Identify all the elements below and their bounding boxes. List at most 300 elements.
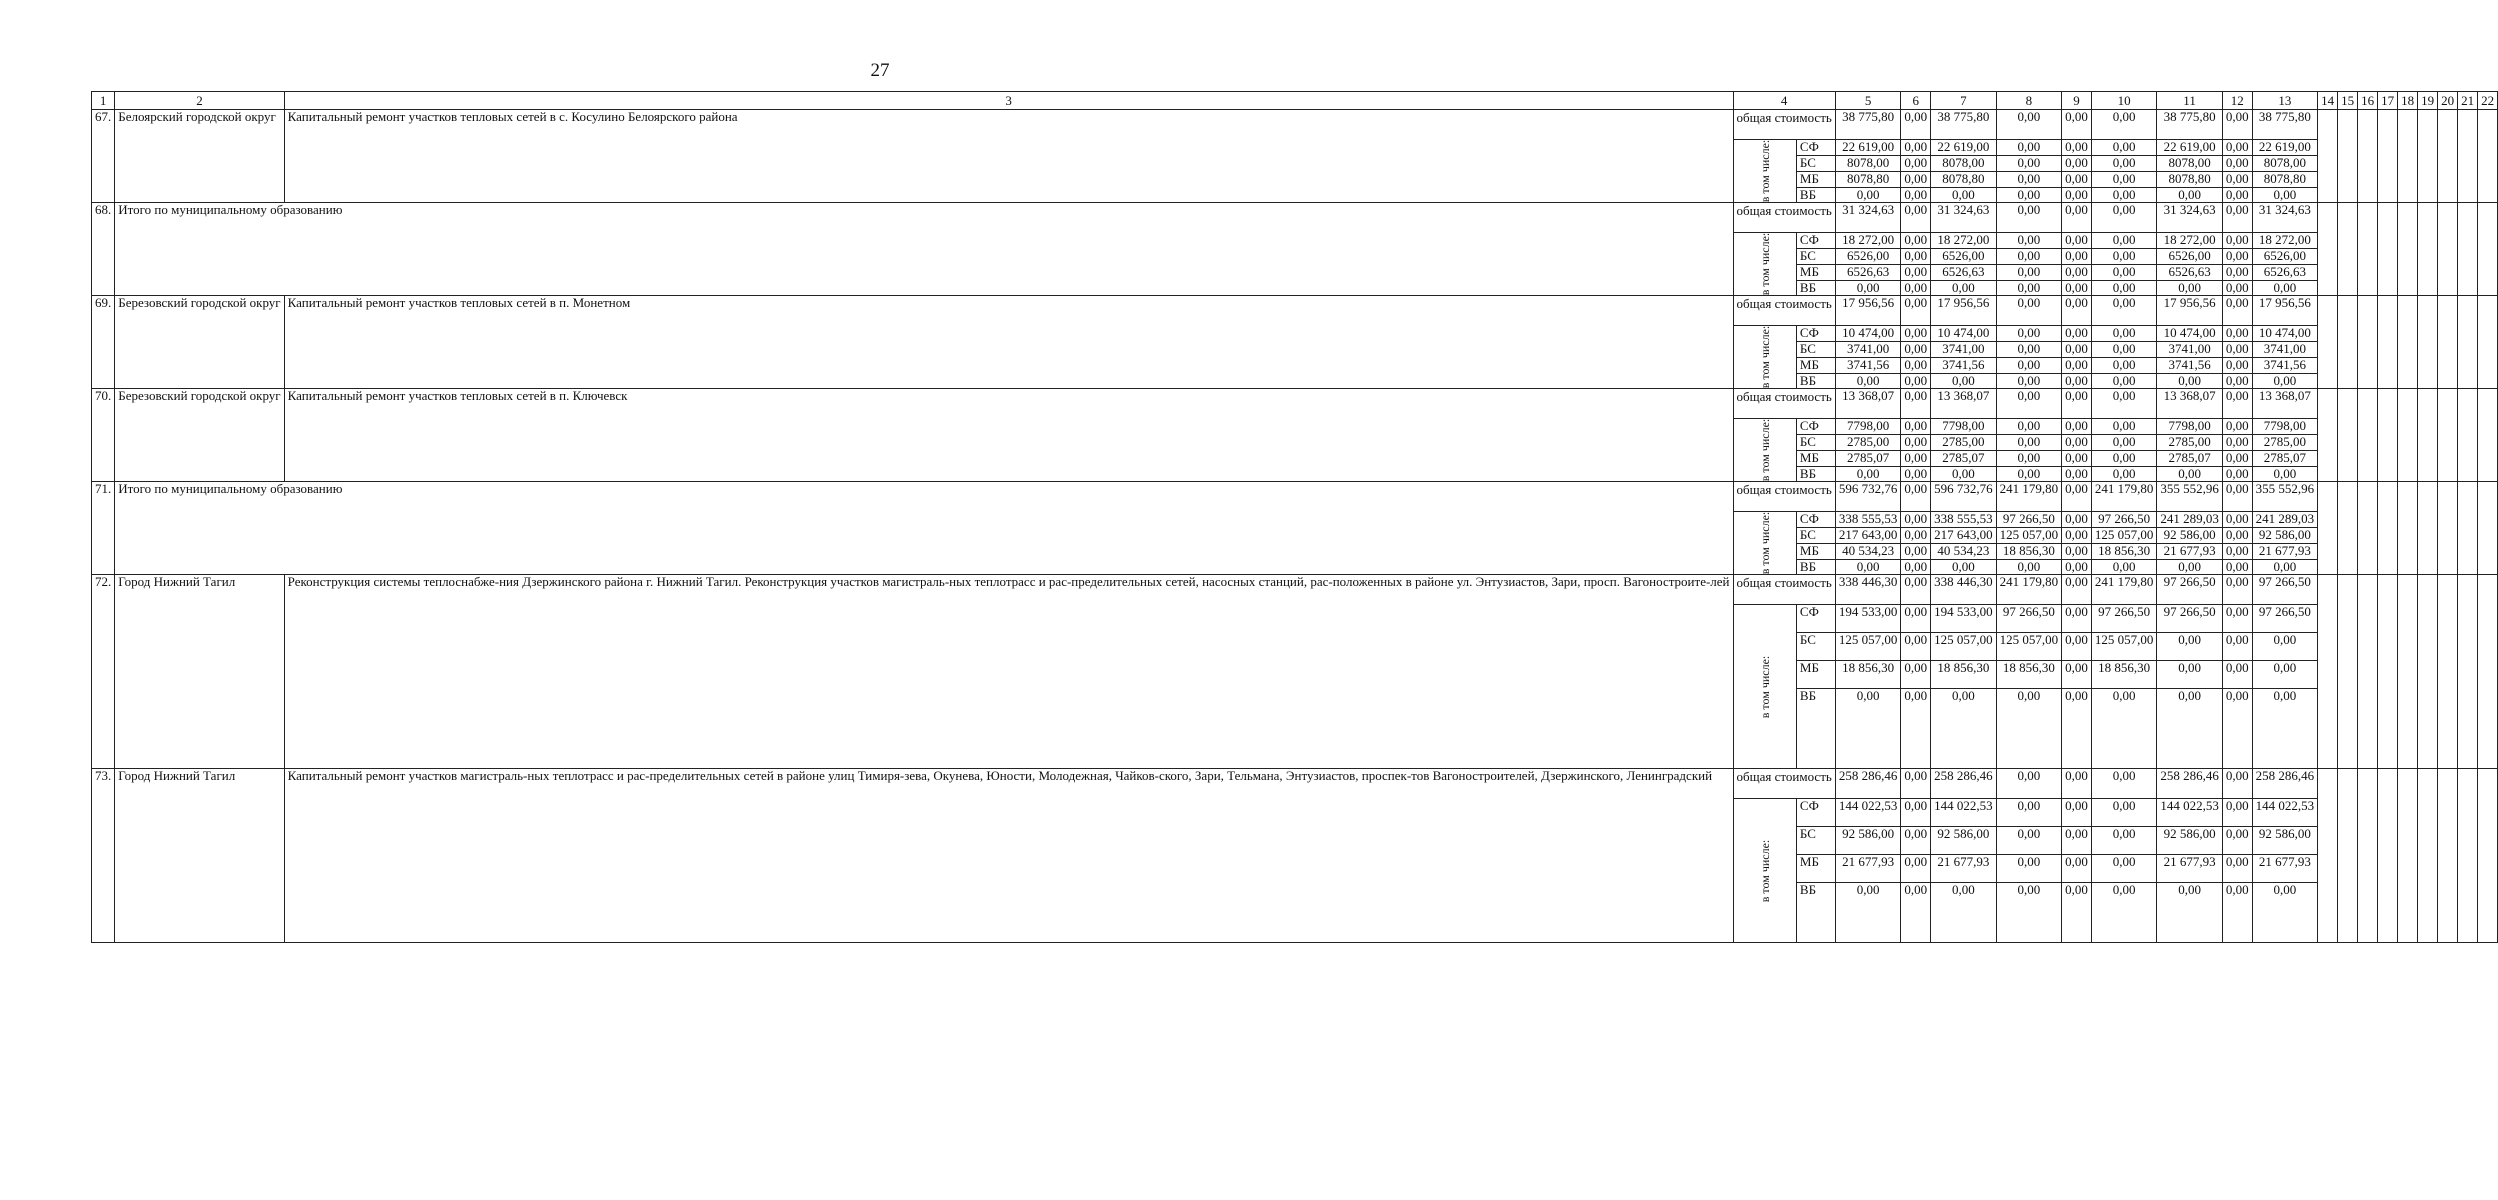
empty-cell <box>2358 389 2378 482</box>
sf-value: 97 266,50 <box>1996 512 2062 528</box>
total-cost-label: общая стоимость <box>1733 769 1835 799</box>
vb-value: 0,00 <box>1835 689 1901 769</box>
sf-value: 241 289,03 <box>2157 512 2223 528</box>
column-header: 12 <box>2222 92 2252 110</box>
sf-value: 0,00 <box>2222 799 2252 827</box>
sf-value: 0,00 <box>1996 419 2062 435</box>
total-value: 38 775,80 <box>1931 110 1997 140</box>
bs-value: 92 586,00 <box>2252 528 2318 544</box>
vb-value: 0,00 <box>1901 467 1931 482</box>
fund-source-sf: СФ <box>1796 512 1835 528</box>
sf-value: 22 619,00 <box>2252 140 2318 156</box>
bs-value: 0,00 <box>1901 342 1931 358</box>
sf-value: 0,00 <box>2222 140 2252 156</box>
total-value: 0,00 <box>1996 203 2062 233</box>
vb-value: 0,00 <box>2222 467 2252 482</box>
column-header: 14 <box>2318 92 2338 110</box>
bs-value: 0,00 <box>2222 342 2252 358</box>
bs-value: 3741,00 <box>1835 342 1901 358</box>
vb-value: 0,00 <box>1835 560 1901 575</box>
vb-value: 0,00 <box>2062 374 2092 389</box>
empty-cell <box>2358 203 2378 296</box>
mb-value: 0,00 <box>2062 451 2092 467</box>
total-value: 241 179,80 <box>2091 482 2157 512</box>
sf-value: 97 266,50 <box>1996 605 2062 633</box>
total-cost-label: общая стоимость <box>1733 389 1835 419</box>
empty-cell <box>2338 482 2358 575</box>
empty-cell <box>2458 575 2478 769</box>
bs-value: 6526,00 <box>2252 249 2318 265</box>
fund-source-mb: МБ <box>1796 172 1835 188</box>
bs-value: 0,00 <box>1996 342 2062 358</box>
empty-cell <box>2398 110 2418 203</box>
municipality-name: Березовский городской округ <box>115 296 284 389</box>
mb-value: 2785,07 <box>1835 451 1901 467</box>
mb-value: 0,00 <box>2222 172 2252 188</box>
bs-value: 6526,00 <box>1931 249 1997 265</box>
including-label <box>1733 512 1796 575</box>
mb-value: 0,00 <box>2062 855 2092 883</box>
vb-value: 0,00 <box>2062 281 2092 296</box>
sf-value: 0,00 <box>2062 799 2092 827</box>
mb-value: 2785,07 <box>2252 451 2318 467</box>
bs-value: 2785,00 <box>2157 435 2223 451</box>
vb-value: 0,00 <box>1996 883 2062 943</box>
sf-value: 0,00 <box>2091 419 2157 435</box>
total-value: 31 324,63 <box>1931 203 1997 233</box>
sf-value: 0,00 <box>2062 605 2092 633</box>
column-header: 3 <box>284 92 1733 110</box>
mb-value: 18 856,30 <box>1996 661 2062 689</box>
mb-value: 0,00 <box>2062 172 2092 188</box>
sf-value: 18 272,00 <box>1931 233 1997 249</box>
total-value: 0,00 <box>2062 296 2092 326</box>
mb-value: 6526,63 <box>1931 265 1997 281</box>
sf-value: 10 474,00 <box>1835 326 1901 342</box>
empty-cell <box>2478 296 2498 389</box>
total-value: 0,00 <box>1996 110 2062 140</box>
bs-value: 0,00 <box>2091 435 2157 451</box>
bs-value: 92 586,00 <box>2157 528 2223 544</box>
mb-value: 21 677,93 <box>2157 855 2223 883</box>
sf-value: 0,00 <box>2091 799 2157 827</box>
total-value: 0,00 <box>1901 482 1931 512</box>
fund-source-sf: СФ <box>1796 419 1835 435</box>
sf-value: 22 619,00 <box>2157 140 2223 156</box>
empty-cell <box>2378 575 2398 769</box>
empty-cell <box>2398 769 2418 943</box>
fund-source-bs: БС <box>1796 633 1835 661</box>
mb-value: 0,00 <box>1996 172 2062 188</box>
empty-cell <box>2398 482 2418 575</box>
bs-value: 0,00 <box>2062 827 2092 855</box>
vb-value: 0,00 <box>1996 188 2062 203</box>
bs-value: 8078,00 <box>1835 156 1901 172</box>
sf-value: 144 022,53 <box>2252 799 2318 827</box>
fund-source-mb: МБ <box>1796 265 1835 281</box>
vb-value: 0,00 <box>2091 188 2157 203</box>
sf-value: 144 022,53 <box>1931 799 1997 827</box>
empty-cell <box>2438 482 2458 575</box>
mb-value: 0,00 <box>2062 265 2092 281</box>
column-header: 22 <box>2478 92 2498 110</box>
vb-value: 0,00 <box>2252 374 2318 389</box>
empty-cell <box>2438 203 2458 296</box>
total-value: 0,00 <box>1901 110 1931 140</box>
vb-value: 0,00 <box>2091 467 2157 482</box>
column-header: 2 <box>115 92 284 110</box>
vb-value: 0,00 <box>2222 883 2252 943</box>
bs-value: 125 057,00 <box>1835 633 1901 661</box>
empty-cell <box>2358 110 2378 203</box>
total-cost-label: общая стоимость <box>1733 482 1835 512</box>
sf-value: 0,00 <box>1901 140 1931 156</box>
vb-value: 0,00 <box>1996 560 2062 575</box>
empty-cell <box>2478 389 2498 482</box>
mb-value: 0,00 <box>2091 265 2157 281</box>
sf-value: 144 022,53 <box>2157 799 2223 827</box>
vb-value: 0,00 <box>2062 689 2092 769</box>
empty-cell <box>2338 296 2358 389</box>
total-value: 0,00 <box>2222 389 2252 419</box>
including-text: в том числе: <box>1757 655 1772 718</box>
vb-value: 0,00 <box>2222 374 2252 389</box>
empty-cell <box>2478 203 2498 296</box>
bs-value: 2785,00 <box>1835 435 1901 451</box>
municipality-total-label: Итого по муниципальному образованию <box>115 203 1733 296</box>
column-header: 8 <box>1996 92 2062 110</box>
vb-value: 0,00 <box>2222 560 2252 575</box>
mb-value: 21 677,93 <box>1835 855 1901 883</box>
total-value: 0,00 <box>2062 389 2092 419</box>
mb-value: 0,00 <box>2222 544 2252 560</box>
sf-value: 7798,00 <box>1931 419 1997 435</box>
bs-value: 125 057,00 <box>1996 528 2062 544</box>
bs-value: 3741,00 <box>2252 342 2318 358</box>
vb-value: 0,00 <box>2157 883 2223 943</box>
empty-cell <box>2478 110 2498 203</box>
total-value: 0,00 <box>2062 482 2092 512</box>
header-row <box>92 92 2498 110</box>
fund-source-sf: СФ <box>1796 799 1835 827</box>
vb-value: 0,00 <box>1931 883 1997 943</box>
vb-value: 0,00 <box>1835 188 1901 203</box>
bs-value: 92 586,00 <box>1835 827 1901 855</box>
sf-value: 7798,00 <box>2252 419 2318 435</box>
column-header: 16 <box>2358 92 2378 110</box>
vb-value: 0,00 <box>2062 883 2092 943</box>
total-value: 0,00 <box>1996 769 2062 799</box>
total-value: 17 956,56 <box>2252 296 2318 326</box>
vb-value: 0,00 <box>2222 281 2252 296</box>
bs-value: 0,00 <box>2222 435 2252 451</box>
mb-value: 18 856,30 <box>1835 661 1901 689</box>
mb-value: 0,00 <box>1901 172 1931 188</box>
sf-value: 18 272,00 <box>2252 233 2318 249</box>
sf-value: 0,00 <box>2091 140 2157 156</box>
municipality-name: Березовский городской округ <box>115 389 284 482</box>
table-row <box>92 110 2498 140</box>
empty-cell <box>2418 769 2438 943</box>
bs-value: 6526,00 <box>2157 249 2223 265</box>
total-value: 13 368,07 <box>1835 389 1901 419</box>
mb-value: 0,00 <box>2222 265 2252 281</box>
empty-cell <box>2398 389 2418 482</box>
sf-value: 22 619,00 <box>1835 140 1901 156</box>
sf-value: 0,00 <box>2062 233 2092 249</box>
vb-value: 0,00 <box>1996 467 2062 482</box>
empty-cell <box>2358 575 2378 769</box>
total-value: 0,00 <box>2222 296 2252 326</box>
vb-value: 0,00 <box>1996 281 2062 296</box>
total-value: 355 552,96 <box>2157 482 2223 512</box>
empty-cell <box>2378 110 2398 203</box>
vb-value: 0,00 <box>1901 188 1931 203</box>
mb-value: 0,00 <box>1996 451 2062 467</box>
sf-value: 18 272,00 <box>1835 233 1901 249</box>
column-header: 19 <box>2418 92 2438 110</box>
total-cost-label: общая стоимость <box>1733 203 1835 233</box>
empty-cell <box>2478 575 2498 769</box>
empty-cell <box>2458 389 2478 482</box>
project-description: Капитальный ремонт участков тепловых сетей в п. Монетном <box>284 296 1733 389</box>
total-value: 596 732,76 <box>1931 482 1997 512</box>
total-value: 258 286,46 <box>1835 769 1901 799</box>
including-label <box>1733 140 1796 203</box>
empty-cell <box>2418 482 2438 575</box>
total-value: 38 775,80 <box>2252 110 2318 140</box>
empty-cell <box>2338 769 2358 943</box>
vb-value: 0,00 <box>2157 374 2223 389</box>
bs-value: 0,00 <box>2062 249 2092 265</box>
bs-value: 0,00 <box>2222 633 2252 661</box>
bs-value: 92 586,00 <box>1931 827 1997 855</box>
bs-value: 0,00 <box>1901 249 1931 265</box>
empty-cell <box>2398 203 2418 296</box>
mb-value: 21 677,93 <box>1931 855 1997 883</box>
sf-value: 0,00 <box>2091 326 2157 342</box>
project-description: Реконструкция системы теплоснабже-ния Дзержинского района г. Нижний Тагил. Реконструкция участков магистраль-ных теплотрасс и рас-пределительных сетей, насосных станций, рас-положенных в районе ул. Энтузиастов, Зари, просп. Вагоностроите-лей <box>284 575 1733 769</box>
empty-cell <box>2318 203 2338 296</box>
vb-value: 0,00 <box>1901 281 1931 296</box>
page-number: 27 <box>870 60 890 81</box>
fund-source-sf: СФ <box>1796 605 1835 633</box>
total-value: 241 179,80 <box>2091 575 2157 605</box>
mb-value: 8078,80 <box>2252 172 2318 188</box>
including-text: в том числе: <box>1757 139 1772 203</box>
total-value: 0,00 <box>2062 203 2092 233</box>
project-description: Капитальный ремонт участков тепловых сетей в п. Ключевск <box>284 389 1733 482</box>
vb-value: 0,00 <box>2252 467 2318 482</box>
mb-value: 8078,80 <box>1835 172 1901 188</box>
sf-value: 241 289,03 <box>2252 512 2318 528</box>
column-header: 15 <box>2338 92 2358 110</box>
mb-value: 18 856,30 <box>1931 661 1997 689</box>
sf-value: 338 555,53 <box>1835 512 1901 528</box>
vb-value: 0,00 <box>2091 560 2157 575</box>
table-row <box>92 296 2498 326</box>
empty-cell <box>2458 769 2478 943</box>
bs-value: 0,00 <box>2091 249 2157 265</box>
empty-cell <box>2418 389 2438 482</box>
mb-value: 3741,56 <box>1835 358 1901 374</box>
empty-cell <box>2458 110 2478 203</box>
fund-source-vb: ВБ <box>1796 467 1835 482</box>
sf-value: 144 022,53 <box>1835 799 1901 827</box>
total-value: 0,00 <box>2091 389 2157 419</box>
total-value: 17 956,56 <box>1835 296 1901 326</box>
bs-value: 0,00 <box>2062 528 2092 544</box>
bs-value: 0,00 <box>1901 827 1931 855</box>
empty-cell <box>2318 296 2338 389</box>
column-header: 21 <box>2458 92 2478 110</box>
bs-value: 125 057,00 <box>2091 528 2157 544</box>
sf-value: 194 533,00 <box>1931 605 1997 633</box>
vb-value: 0,00 <box>2252 689 2318 769</box>
mb-value: 0,00 <box>2222 358 2252 374</box>
empty-cell <box>2378 482 2398 575</box>
sf-value: 0,00 <box>2222 605 2252 633</box>
total-value: 17 956,56 <box>1931 296 1997 326</box>
total-value: 0,00 <box>2091 203 2157 233</box>
sf-value: 194 533,00 <box>1835 605 1901 633</box>
mb-value: 18 856,30 <box>1996 544 2062 560</box>
fund-source-bs: БС <box>1796 342 1835 358</box>
including-text: в том числе: <box>1757 418 1772 482</box>
total-value: 0,00 <box>2222 203 2252 233</box>
bs-value: 0,00 <box>2222 249 2252 265</box>
empty-cell <box>2418 110 2438 203</box>
mb-value: 18 856,30 <box>2091 661 2157 689</box>
vb-value: 0,00 <box>2157 467 2223 482</box>
mb-value: 0,00 <box>1996 265 2062 281</box>
total-cost-label: общая стоимость <box>1733 296 1835 326</box>
bs-value: 125 057,00 <box>2091 633 2157 661</box>
table-row <box>92 769 2498 799</box>
fund-source-vb: ВБ <box>1796 374 1835 389</box>
fund-source-sf: СФ <box>1796 233 1835 249</box>
fund-source-vb: ВБ <box>1796 883 1835 943</box>
mb-value: 21 677,93 <box>2252 855 2318 883</box>
empty-cell <box>2418 203 2438 296</box>
including-text: в том числе: <box>1757 325 1772 389</box>
mb-value: 6526,63 <box>2252 265 2318 281</box>
sf-value: 10 474,00 <box>2157 326 2223 342</box>
mb-value: 0,00 <box>2062 544 2092 560</box>
total-value: 0,00 <box>1901 575 1931 605</box>
sf-value: 0,00 <box>2062 419 2092 435</box>
sf-value: 0,00 <box>2222 419 2252 435</box>
column-header: 17 <box>2378 92 2398 110</box>
sf-value: 0,00 <box>2091 233 2157 249</box>
including-label <box>1733 605 1796 769</box>
mb-value: 40 534,23 <box>1835 544 1901 560</box>
mb-value: 0,00 <box>2222 661 2252 689</box>
project-description: Капитальный ремонт участков магистраль-ных теплотрасс и рас-пределительных сетей в районе улиц Тимиря-зева, Окунева, Юности, Молодежная, Чайков-ского, Зари, Тельмана, Энтузиастов, проспек-тов Вагоностроителей, Дзержинского, Ленинградский <box>284 769 1733 943</box>
column-header: 20 <box>2438 92 2458 110</box>
sf-value: 97 266,50 <box>2157 605 2223 633</box>
fund-source-vb: ВБ <box>1796 560 1835 575</box>
empty-cell <box>2478 769 2498 943</box>
total-value: 355 552,96 <box>2252 482 2318 512</box>
bs-value: 6526,00 <box>1835 249 1901 265</box>
bs-value: 0,00 <box>2222 528 2252 544</box>
empty-cell <box>2358 482 2378 575</box>
mb-value: 2785,07 <box>1931 451 1997 467</box>
total-value: 258 286,46 <box>1931 769 1997 799</box>
mb-value: 0,00 <box>1901 358 1931 374</box>
sf-value: 7798,00 <box>1835 419 1901 435</box>
mb-value: 0,00 <box>2091 451 2157 467</box>
empty-cell <box>2418 296 2438 389</box>
empty-cell <box>2398 575 2418 769</box>
empty-cell <box>2358 769 2378 943</box>
total-value: 97 266,50 <box>2252 575 2318 605</box>
empty-cell <box>2458 203 2478 296</box>
total-cost-label: общая стоимость <box>1733 575 1835 605</box>
bs-value: 8078,00 <box>2252 156 2318 172</box>
total-value: 0,00 <box>2091 296 2157 326</box>
vb-value: 0,00 <box>2252 883 2318 943</box>
sf-value: 0,00 <box>2062 326 2092 342</box>
empty-cell <box>2458 296 2478 389</box>
including-label <box>1733 326 1796 389</box>
sf-value: 0,00 <box>1901 605 1931 633</box>
vb-value: 0,00 <box>1931 281 1997 296</box>
column-header: 5 <box>1835 92 1901 110</box>
total-value: 31 324,63 <box>2252 203 2318 233</box>
row-number: 69. <box>92 296 115 389</box>
total-value: 0,00 <box>2062 110 2092 140</box>
row-number: 67. <box>92 110 115 203</box>
vb-value: 0,00 <box>2091 689 2157 769</box>
mb-value: 6526,63 <box>2157 265 2223 281</box>
mb-value: 2785,07 <box>2157 451 2223 467</box>
total-value: 0,00 <box>2062 769 2092 799</box>
empty-cell <box>2418 575 2438 769</box>
bs-value: 0,00 <box>2062 342 2092 358</box>
bs-value: 2785,00 <box>1931 435 1997 451</box>
fund-source-sf: СФ <box>1796 140 1835 156</box>
bs-value: 217 643,00 <box>1835 528 1901 544</box>
municipality-name: Белоярский городской округ <box>115 110 284 203</box>
sf-value: 0,00 <box>2222 512 2252 528</box>
including-text: в том числе: <box>1757 511 1772 575</box>
bs-value: 0,00 <box>1901 156 1931 172</box>
empty-cell <box>2438 575 2458 769</box>
including-label <box>1733 233 1796 296</box>
total-value: 0,00 <box>1901 203 1931 233</box>
vb-value: 0,00 <box>1901 883 1931 943</box>
table-row <box>92 389 2498 419</box>
total-value: 0,00 <box>1996 389 2062 419</box>
total-value: 0,00 <box>2091 769 2157 799</box>
bs-value: 0,00 <box>2062 156 2092 172</box>
mb-value: 0,00 <box>2252 661 2318 689</box>
vb-value: 0,00 <box>2252 188 2318 203</box>
bs-value: 125 057,00 <box>1931 633 1997 661</box>
mb-value: 0,00 <box>1901 661 1931 689</box>
sf-value: 0,00 <box>1901 233 1931 249</box>
empty-cell <box>2378 389 2398 482</box>
vb-value: 0,00 <box>2157 560 2223 575</box>
mb-value: 0,00 <box>2062 661 2092 689</box>
row-number: 71. <box>92 482 115 575</box>
fund-source-mb: МБ <box>1796 358 1835 374</box>
total-value: 0,00 <box>2222 482 2252 512</box>
mb-value: 0,00 <box>1996 855 2062 883</box>
fund-source-bs: БС <box>1796 827 1835 855</box>
